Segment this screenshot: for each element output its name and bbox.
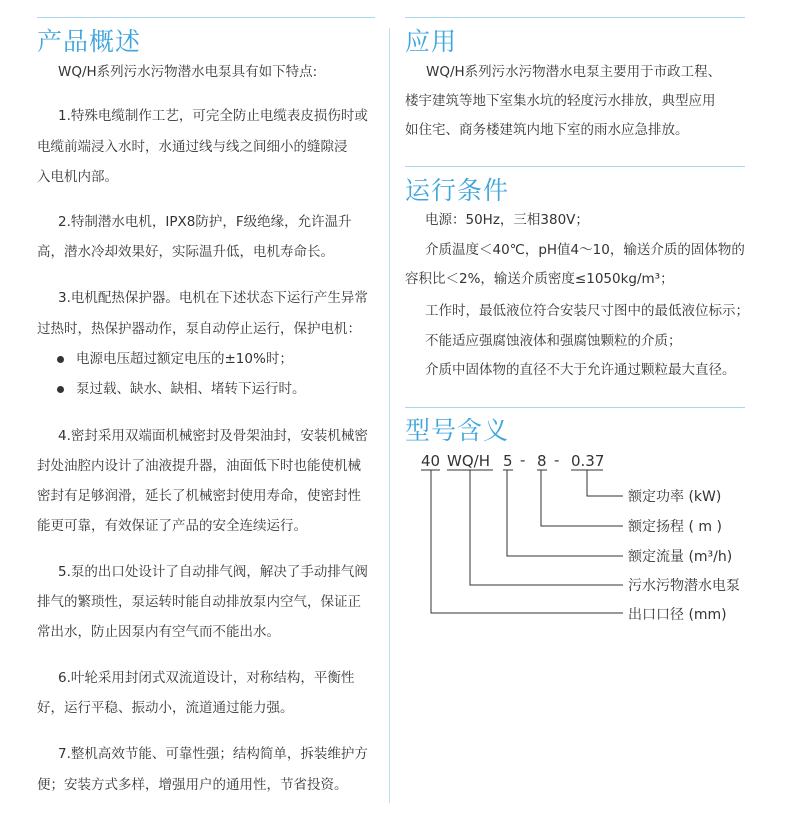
model-part: WQ/H [447, 452, 490, 470]
overview-title: 产品概述 [37, 27, 142, 56]
model-label: 污水污物潜水电泵 [628, 578, 740, 594]
paragraph-line: 好，运行平稳、振动小，流道通过能力强。 [37, 700, 294, 716]
model-part: 0.37 [571, 452, 605, 470]
paragraph-line: 封处油腔内设计了油液提升器，油面低下时也能使机械 [37, 458, 361, 474]
conditions-line: 电源：50Hz，三相380V； [425, 212, 589, 228]
column-divider [389, 28, 390, 803]
paragraph-line: 电缆前端浸入水时，水通过线与线之间细小的缝隙浸 [37, 139, 348, 155]
model-separator: - [520, 451, 526, 469]
divider [405, 407, 745, 408]
connector-line [503, 470, 623, 556]
model-part: 8 [537, 452, 547, 470]
paragraph-line: 过热时，热保护器动作，泵自动停止运行，保护电机： [37, 321, 361, 337]
application-line: 楼宇建筑等地下室集水坑的轻度污水排放，典型应用 [405, 93, 716, 109]
model-label: 出口口径 (mm) [628, 607, 727, 623]
connector-line [537, 470, 623, 526]
paragraph-line: 3.电机配热保护器。电机在下述状态下运行产生异常 [58, 290, 368, 306]
model-label: 额定扬程 ( m ) [628, 519, 722, 535]
paragraph-line: 7.整机高效节能、可靠性强；结构简单，拆装维护方 [58, 746, 368, 762]
paragraph-line: 5.泵的出口处设计了自动排气阀，解决了手动排气阀 [58, 564, 368, 580]
model-separator: - [554, 451, 560, 469]
bullet-item: 泵过载、缺水、缺相、堵转下运行时。 [76, 381, 306, 397]
model-title: 型号含义 [405, 416, 510, 445]
paragraph-line: 便；安装方式多样，增强用户的通用性，节省投资。 [37, 777, 348, 793]
model-label: 额定功率 (kW) [628, 489, 722, 505]
conditions-title: 运行条件 [405, 176, 510, 205]
paragraph-line: 排气的繁琐性，泵运转时能自动排放泵内空气，保证正 [37, 594, 361, 610]
model-part: 5 [503, 452, 513, 470]
paragraph-line: 常出水，防止因泵内有空气而不能出水。 [37, 624, 280, 640]
paragraph-line: 高，潜水冷却效果好，实际温升低，电机寿命长。 [37, 244, 334, 260]
model-part: 40 [421, 452, 441, 470]
paragraph-line: 4.密封采用双端面机械密封及骨架油封，安装机械密 [58, 428, 368, 444]
paragraph-line: 能更可靠，有效保证了产品的安全连续运行。 [37, 518, 307, 534]
conditions-line: 工作时，最低液位符合安装尺寸图中的最低液位标示； [425, 303, 749, 319]
overview-intro: WQ/H系列污水污物潜水电泵具有如下特点: [58, 64, 318, 80]
application-line: WQ/H系列污水污物潜水电泵主要用于市政工程、 [426, 64, 722, 80]
connector-line [421, 470, 623, 613]
divider [405, 166, 745, 167]
conditions-line: 不能适应强腐蚀液体和强腐蚀颗粒的介质； [425, 333, 682, 349]
application-line: 如住宅、商务楼建筑内地下室的雨水应急排放。 [405, 122, 689, 138]
paragraph-line: 6.叶轮采用封闭式双流道设计，对称结构，平衡性 [58, 670, 355, 686]
connector-line [571, 470, 623, 496]
model-label: 额定流量 (m³/h) [628, 549, 733, 565]
paragraph-line: 入电机内部。 [37, 169, 118, 185]
conditions-line: 介质温度＜40℃，pH值4～10，输送介质的固体物的 [425, 242, 745, 258]
connector-line [447, 470, 623, 585]
paragraph-line: 1.特殊电缆制作工艺，可完全防止电缆表皮损伤时或 [58, 108, 368, 124]
paragraph-line: 密封有足够润滑，延长了机械密封使用寿命，使密封性 [37, 488, 361, 504]
paragraph-line: 2.特制潜水电机，IPX8防护，F级绝缘，允许温升 [58, 214, 352, 230]
conditions-line: 介质中固体物的直径不大于允许通过颗粒最大直径。 [425, 362, 736, 378]
divider [37, 17, 375, 18]
application-title: 应用 [405, 27, 458, 56]
conditions-line: 容积比＜2%，输送介质密度≤1050kg/m³； [405, 271, 674, 287]
divider [405, 17, 745, 18]
bullet-item: 电源电压超过额定电压的±10%时； [76, 351, 293, 367]
